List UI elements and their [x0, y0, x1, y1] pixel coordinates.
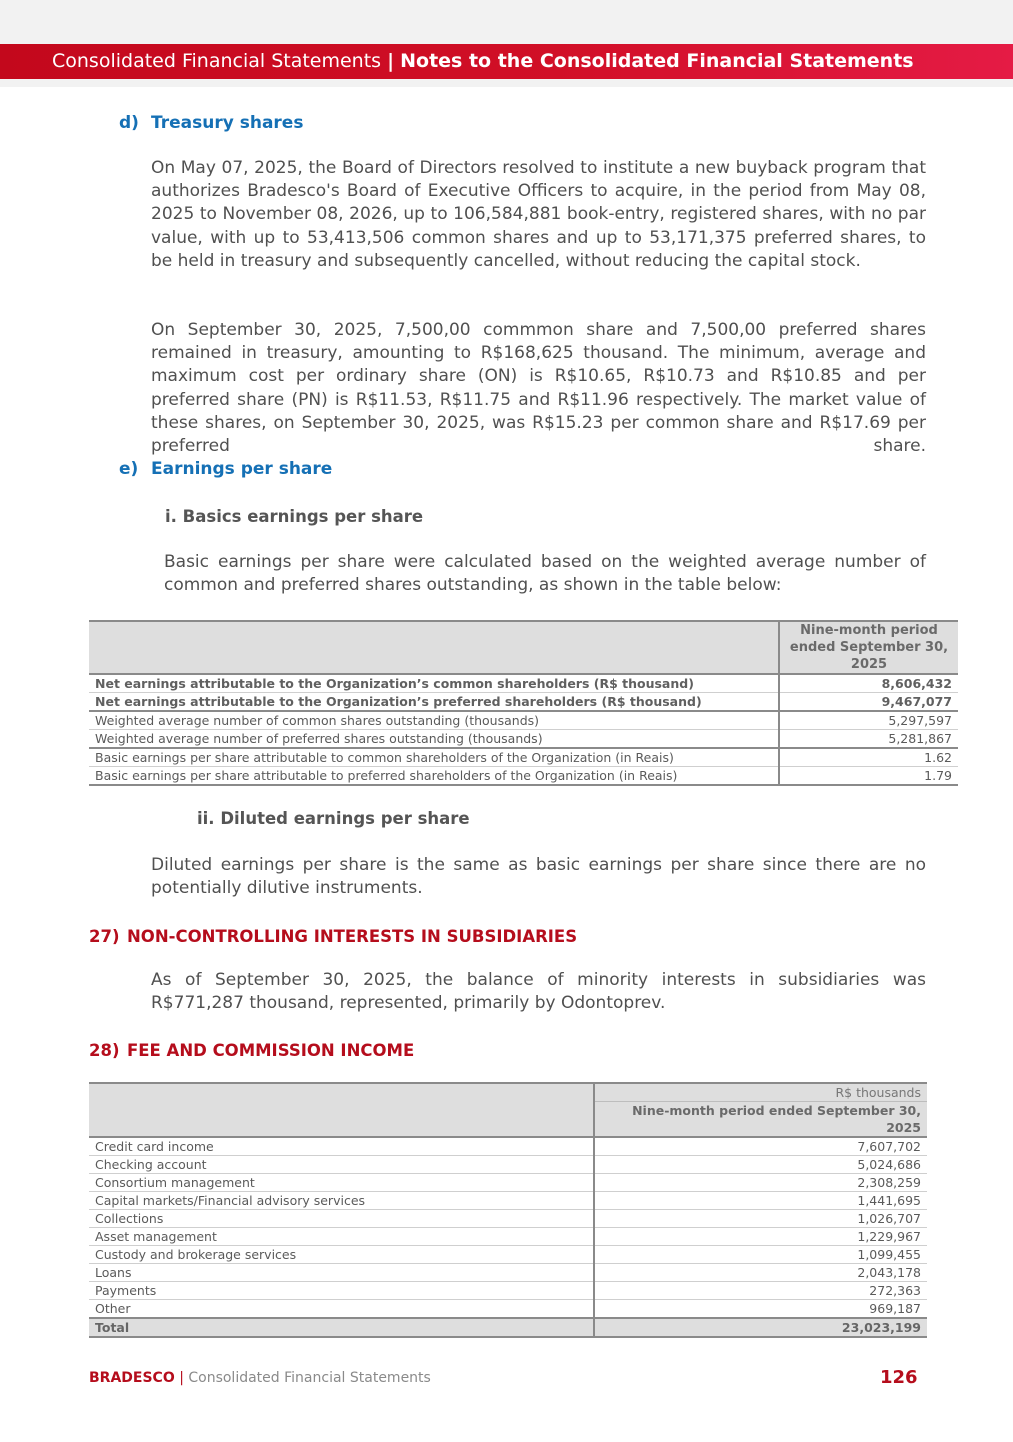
row-label: Checking account: [89, 1156, 594, 1174]
row-value: 1.79: [779, 767, 958, 786]
table-row: [89, 1300, 927, 1319]
table-row: [89, 1228, 927, 1246]
heading-number: 28): [89, 1041, 120, 1060]
header-underline: [0, 79, 1013, 87]
row-value: 1,229,967: [594, 1228, 927, 1246]
table-row: [89, 674, 958, 693]
table-row: [89, 1137, 927, 1156]
table-row: [89, 1174, 927, 1192]
row-value: 1,441,695: [594, 1192, 927, 1210]
heading-number: d): [119, 113, 139, 133]
row-label: Payments: [89, 1282, 594, 1300]
footer-text: Consolidated Financial Statements: [188, 1370, 431, 1386]
heading-non-controlling-interests: [89, 927, 577, 946]
table-row: [89, 1246, 927, 1264]
diluted-eps-paragraph: Diluted earnings per share is the same as basic earnings per share since there are no potentially dilutive instruments.: [151, 855, 926, 899]
table-row: [89, 748, 958, 767]
basic-eps-paragraph: Basic earnings per share were calculated based on the weighted average number of common and preferred shares outstanding, as shown in the table below:: [164, 552, 926, 596]
table-row: [89, 767, 958, 786]
row-label: Basic earnings per share attributable to common shareholders of the Organization (in Reais): [89, 748, 779, 767]
heading-fee-commission-income: [89, 1041, 414, 1060]
row-value: 5,281,867: [779, 730, 958, 749]
row-label: Collections: [89, 1210, 594, 1228]
page-footer: [89, 1370, 431, 1386]
fee-column-header: Nine-month period ended September 30, 2025: [594, 1102, 927, 1138]
eps-column-header: Nine-month period ended September 30, 2025: [779, 621, 958, 674]
total-label: Total: [89, 1318, 594, 1337]
row-value: 272,363: [594, 1282, 927, 1300]
subheading-diluted-eps: ii. Diluted earnings per share: [197, 809, 470, 828]
table-row: [89, 711, 958, 730]
table-row: [89, 1264, 927, 1282]
row-label: Other: [89, 1300, 594, 1319]
heading-number: e): [119, 459, 139, 479]
row-label: Weighted average number of preferred shares outstanding (thousands): [89, 730, 779, 749]
table-total-row: [89, 1318, 927, 1337]
fee-header-blank: [89, 1083, 594, 1137]
fee-unit-label: R$ thousands: [594, 1083, 927, 1102]
row-label: Asset management: [89, 1228, 594, 1246]
row-value: 8,606,432: [779, 674, 958, 693]
row-value: 5,297,597: [779, 711, 958, 730]
table-row: [89, 730, 958, 749]
total-value: 23,023,199: [594, 1318, 927, 1337]
row-value: 969,187: [594, 1300, 927, 1319]
heading-text: FEE AND COMMISSION INCOME: [127, 1041, 415, 1060]
header-section: Consolidated Financial Statements: [52, 50, 382, 72]
heading-earnings-per-share: [119, 459, 332, 479]
row-value: 9,467,077: [779, 693, 958, 712]
heading-text: Treasury shares: [151, 113, 304, 133]
treasury-paragraph-1: On May 07, 2025, the Board of Directors resolved to institute a new buyback program that authorizes Bradesco's Board of Executive Officers to acquire, in the period from May 08, 2025 to November 08, 2026, up to 106,584,881 book-entry, registered shares, with no par value, with up to 53,413,506 common shares and up to 53,171,375 preferred shares, to be held in treasury and subsequently cancelled, without reducing the capital stock.: [151, 158, 926, 271]
row-label: Credit card income: [89, 1137, 594, 1156]
row-label: Capital markets/Financial advisory services: [89, 1192, 594, 1210]
table-row: [89, 1156, 927, 1174]
heading-number: 27): [89, 927, 120, 946]
non-controlling-paragraph: As of September 30, 2025, the balance of minority interests in subsidiaries was R$771,287 thousand, represented, primarily by Odontoprev.: [151, 970, 926, 1014]
treasury-paragraph-2: On September 30, 2025, 7,500,00 commmon share and 7,500,00 preferred shares remained in treasury, amounting to R$168,625 thousand. The minimum, average and maximum cost per ordinary share (ON) is R$10.65, R$10.73 and R$10.85 and per preferred share (PN) is R$11.53, R$11.75 and R$11.96 respectively. The market value of these shares, on September 30, 2025, was R$15.23 per common share and R$17.69 per preferred share.: [151, 320, 926, 457]
eps-table: [89, 620, 958, 786]
page-header: [0, 44, 1013, 79]
row-label: Loans: [89, 1264, 594, 1282]
footer-separator: |: [179, 1370, 184, 1386]
row-value: 5,024,686: [594, 1156, 927, 1174]
heading-text: NON-CONTROLLING INTERESTS IN SUBSIDIARIES: [127, 927, 578, 946]
row-value: 7,607,702: [594, 1137, 927, 1156]
row-value: 2,043,178: [594, 1264, 927, 1282]
fee-table-unit-row: [89, 1083, 927, 1102]
header-separator: |: [387, 50, 395, 72]
page-number: 126: [880, 1367, 918, 1388]
table-row: [89, 1192, 927, 1210]
footer-brand: BRADESCO: [89, 1370, 175, 1386]
eps-table-header: [89, 621, 958, 674]
row-value: 1,026,707: [594, 1210, 927, 1228]
header-title: Notes to the Consolidated Financial Statements: [400, 50, 914, 72]
row-label: Net earnings attributable to the Organization’s common shareholders (R$ thousand): [89, 674, 779, 693]
top-margin: [0, 0, 1013, 44]
table-row: [89, 1282, 927, 1300]
row-value: 1,099,455: [594, 1246, 927, 1264]
row-label: Basic earnings per share attributable to preferred shareholders of the Organization (in Reais): [89, 767, 779, 786]
fee-commission-table: [89, 1082, 927, 1338]
heading-text: Earnings per share: [151, 459, 333, 479]
row-label: Consortium management: [89, 1174, 594, 1192]
row-value: 2,308,259: [594, 1174, 927, 1192]
table-row: [89, 1210, 927, 1228]
eps-header-blank: [89, 621, 779, 674]
row-label: Custody and brokerage services: [89, 1246, 594, 1264]
row-label: Weighted average number of common shares outstanding (thousands): [89, 711, 779, 730]
row-label: Net earnings attributable to the Organization’s preferred shareholders (R$ thousand): [89, 693, 779, 712]
row-value: 1.62: [779, 748, 958, 767]
heading-treasury-shares: [119, 113, 303, 133]
table-row: [89, 693, 958, 712]
subheading-basic-eps: i. Basics earnings per share: [165, 507, 424, 526]
